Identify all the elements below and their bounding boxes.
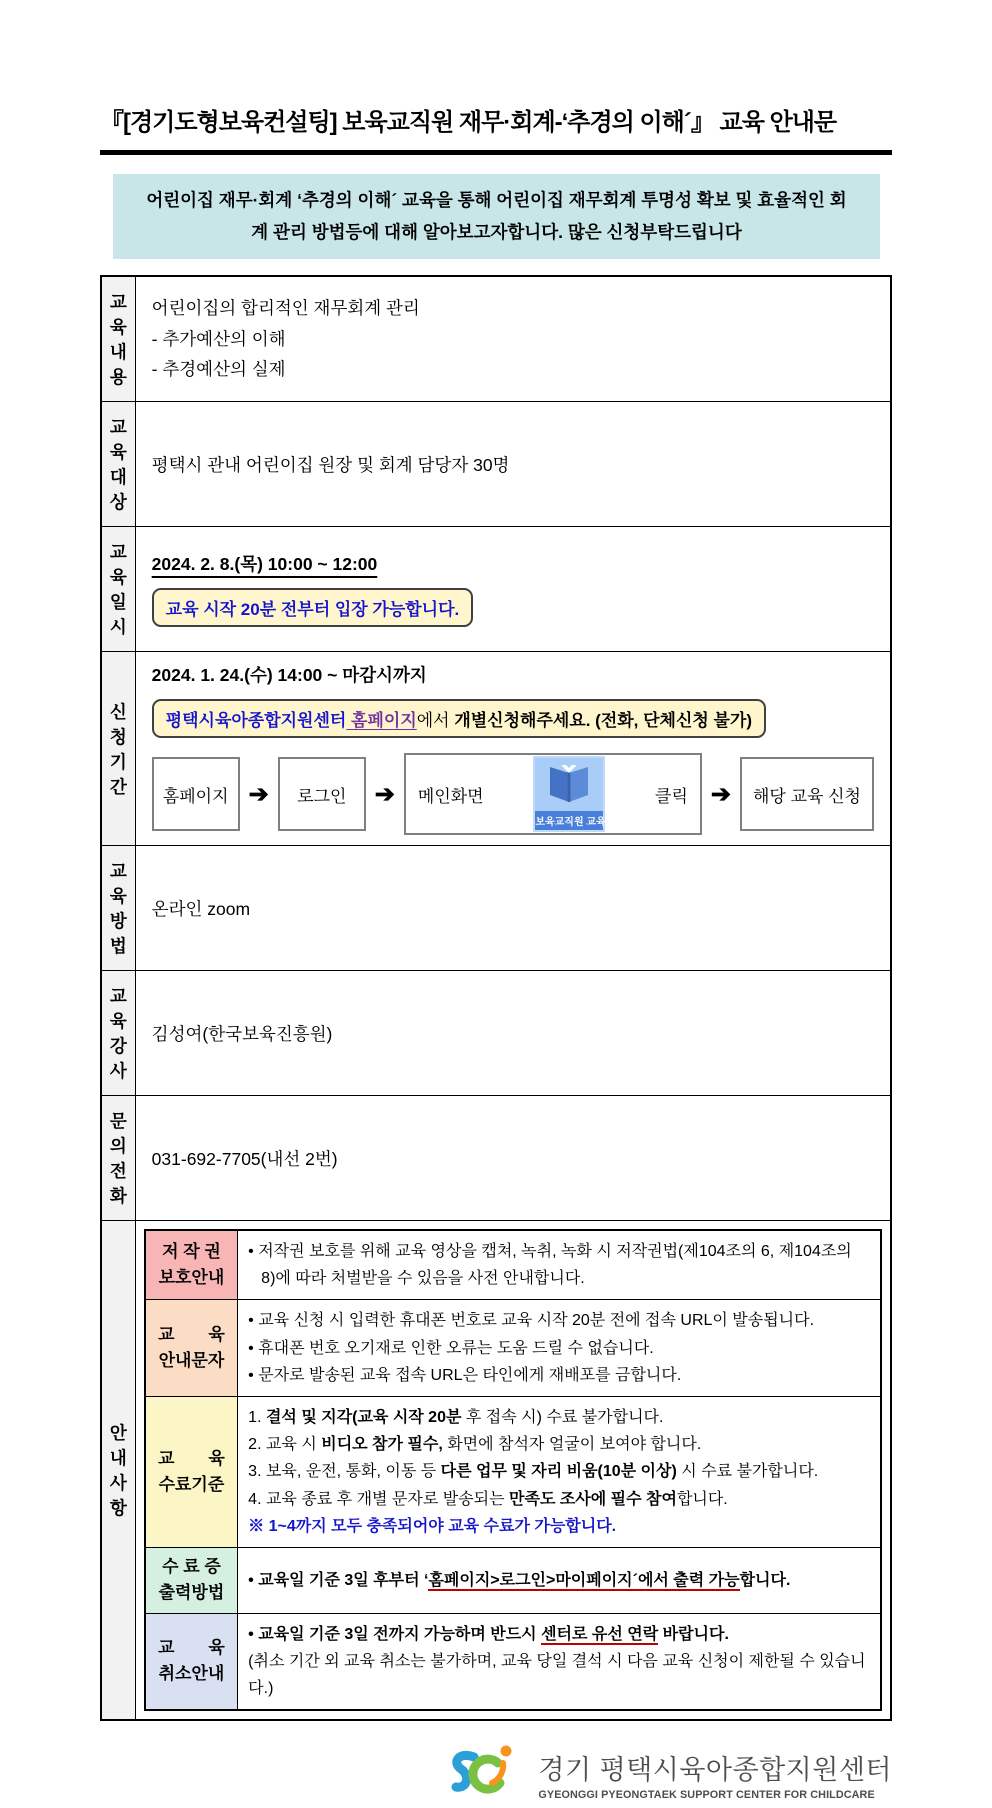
info-sub-table	[144, 1229, 882, 1711]
copyright-text-cell	[238, 1230, 881, 1300]
row-content-method: 온라인 zoom	[135, 846, 891, 971]
row-label-content: 교육내용	[101, 276, 135, 402]
row-content-phone: 031-692-7705(내선 2번)	[135, 1096, 891, 1221]
intro-banner	[113, 174, 880, 259]
arrow-right-icon: ➔	[710, 780, 731, 808]
content-line-1: 어린이집의 합리적인 재무회계 관리	[151, 298, 420, 319]
center-logo-text	[538, 1748, 892, 1801]
homepage-emphasis: 홈페이지	[346, 711, 417, 730]
table-row	[145, 1613, 881, 1710]
sublabel-certificate: 수 료 증 출력방법	[145, 1547, 238, 1613]
cancel-line-1: • 교육일 기준 3일 전까지 가능하며 반드시 센터로 유선 연락 바랍니다.	[248, 1625, 729, 1643]
education-date: 2024. 2. 8.(목) 10:00 ~ 12:00	[151, 554, 378, 574]
table-row	[101, 846, 891, 971]
row-label-instructor: 교육강사	[101, 971, 135, 1096]
center-logo-icon	[448, 1741, 526, 1808]
sublabel-sms: 교 육 안내문자	[145, 1300, 238, 1397]
table-row	[101, 971, 891, 1096]
page-title: 『[경기도형보육컨설팅] 보육교직원 재무·회계-‘추경의 이해´』 교육 안내문	[100, 102, 892, 155]
sublabel-cancel: 교 육 취소안내	[145, 1613, 238, 1710]
completion-text-cell	[238, 1396, 881, 1547]
row-label-apply: 신청기간	[101, 652, 135, 846]
table-row	[145, 1230, 881, 1300]
completion-item-2: 2. 교육 시 비디오 참가 필수, 화면에 참석자 얼굴이 보여야 합니다.	[248, 1436, 702, 1454]
flow-step-apply: 해당 교육 신청	[740, 757, 874, 831]
table-row	[145, 1547, 881, 1613]
entry-notice-box: 교육 시작 20분 전부터 입장 가능합니다.	[152, 588, 474, 627]
row-label-target: 교육대상	[101, 402, 135, 527]
table-row	[101, 652, 891, 846]
row-label-method: 교육방법	[101, 846, 135, 971]
apply-period: 2024. 1. 24.(수) 14:00 ~ 마감시까지	[151, 665, 427, 685]
row-content-target: 평택시 관내 어린이집 원장 및 회계 담당자 30명	[135, 402, 891, 527]
apply-notice-tail: (전화, 단체신청 불가)	[590, 711, 753, 730]
row-content-content	[135, 276, 891, 402]
completion-item-1: 1. 결석 및 지각(교육 시작 20분 후 접속 시) 수료 불가합니다.	[248, 1408, 664, 1426]
row-label-datetime: 교육일시	[101, 527, 135, 652]
row-content-info	[135, 1221, 891, 1721]
sublabel-completion: 교 육 수료기준	[145, 1396, 238, 1547]
cancel-line-2: (취소 기간 외 교육 취소는 불가하며, 교육 당일 결석 시 다음 교육 신청이 제한될 수 있습니다.)	[248, 1652, 866, 1697]
content-line-2: - 추가예산의 이해	[151, 328, 286, 349]
open-book-icon	[535, 758, 603, 811]
flow-step-login: 로그인	[278, 757, 366, 831]
intro-text: 어린이집 재무·회계 ‘추경의 이해´ 교육을 통해 어린이집 재무회계 투명성 확보 및 효율적인 회계 관리 방법등에 대해 알아보고자합니다. 많은 신청부탁드립니다	[146, 190, 847, 242]
certificate-text: • 교육일 기준 3일 후부터 ‘홈페이지>로그인>마이페이지´에서 출력 가능합니다.	[248, 1571, 791, 1589]
flow-mainscreen-label: 메인화면	[417, 786, 484, 806]
apply-notice-bold: 개별신청해주세요.	[454, 711, 591, 730]
flow-step-homepage: 홈페이지	[152, 757, 240, 831]
flow-step-mainscreen	[404, 753, 702, 835]
table-row	[145, 1300, 881, 1397]
table-row	[101, 402, 891, 527]
sublabel-copyright: 저 작 권 보호안내	[145, 1230, 238, 1300]
certificate-text-cell	[238, 1547, 881, 1613]
row-content-apply	[135, 652, 891, 846]
row-label-phone: 문의전화	[101, 1096, 135, 1221]
apply-notice-box	[152, 699, 766, 738]
content-line-3: - 추경예산의 실제	[151, 359, 286, 380]
copyright-text: • 저작권 보호를 위해 교육 영상을 캡쳐, 녹취, 녹화 시 저작권법(제104조의 6, 제104조의 8)에 따라 처벌받을 수 있음을 사전 안내합니다.	[248, 1243, 852, 1288]
arrow-right-icon: ➔	[374, 780, 395, 808]
center-name: 평택시육아종합지원센터	[165, 711, 347, 730]
row-content-datetime	[135, 527, 891, 652]
completion-item-4: 4. 교육 종료 후 개별 문자로 발송되는 만족도 조사에 필수 참여합니다.	[248, 1490, 728, 1508]
flow-click-label: 클릭	[655, 786, 688, 806]
completion-item-3: 3. 보육, 운전, 통화, 이동 등 다른 업무 및 자리 비움(10분 이상) 시 수료 불가합니다.	[248, 1463, 819, 1481]
cancel-text-cell	[238, 1613, 881, 1710]
sms-bullet-3: • 문자로 발송된 교육 접속 URL은 타인에게 재배포를 금합니다.	[248, 1366, 682, 1384]
row-label-info: 안내사항	[101, 1221, 135, 1721]
sms-text-cell	[238, 1300, 881, 1397]
application-flow-diagram	[152, 753, 874, 835]
info-table	[100, 275, 892, 1721]
table-row	[101, 527, 891, 652]
sms-bullet-1: • 교육 신청 시 입력한 휴대폰 번호로 교육 시작 20분 전에 접속 URL이 발송됩니다.	[248, 1312, 815, 1330]
sms-bullet-2: • 휴대폰 번호 오기재로 인한 오류는 도움 드릴 수 없습니다.	[248, 1339, 654, 1357]
table-row	[101, 1096, 891, 1221]
footer	[100, 1741, 892, 1808]
apply-notice-mid: 에서	[416, 711, 455, 730]
table-row	[101, 1221, 891, 1721]
training-book-icon	[533, 756, 605, 832]
table-row	[101, 276, 891, 402]
table-row	[145, 1396, 881, 1547]
center-name-english: GYEONGGI PYEONGTAEK SUPPORT CENTER FOR CHILDCARE	[538, 1789, 875, 1802]
icon-caption: 보육교직원 교육	[535, 811, 603, 830]
center-name-korean: 경기 평택시육아종합지원센터	[538, 1755, 892, 1786]
row-content-instructor: 김성여(한국보육진흥원)	[135, 971, 891, 1096]
completion-note: ※ 1~4까지 모두 충족되어야 교육 수료가 가능합니다.	[248, 1517, 617, 1535]
arrow-right-icon: ➔	[248, 780, 269, 808]
